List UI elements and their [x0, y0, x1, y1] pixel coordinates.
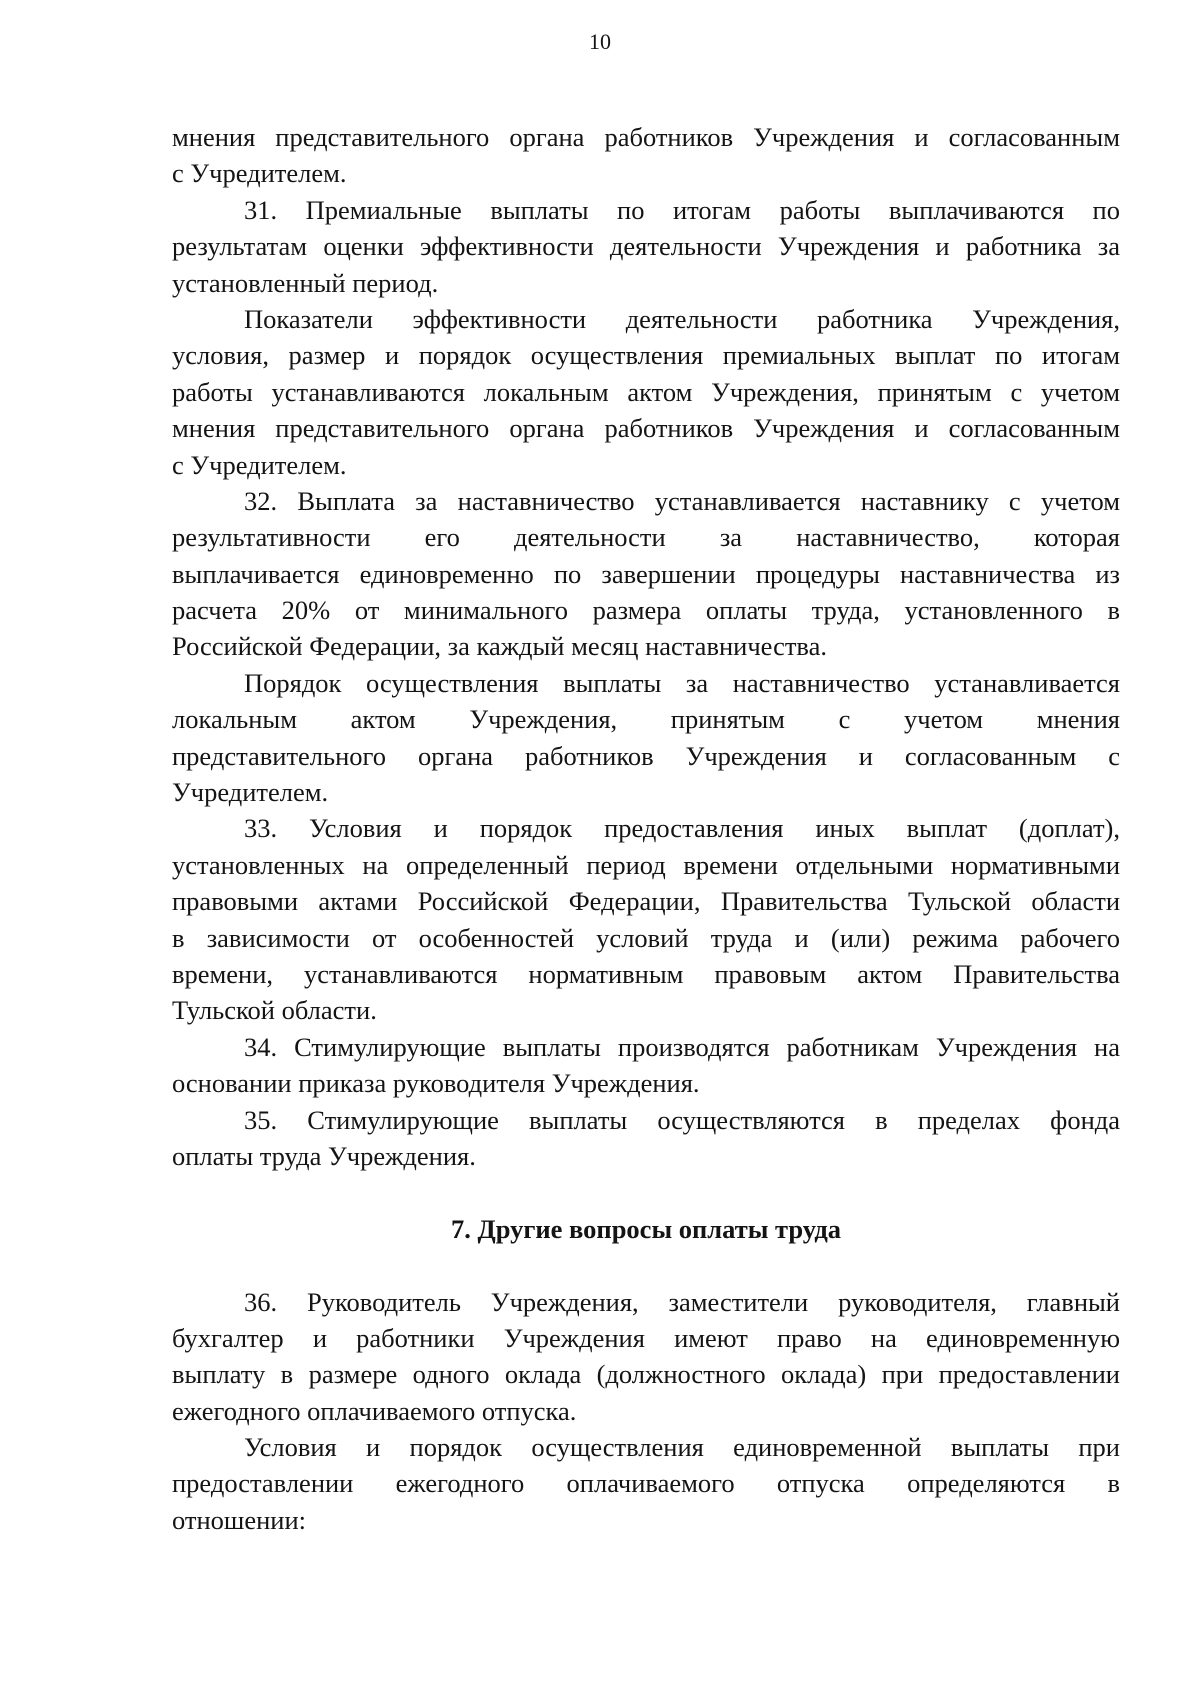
paragraph [172, 1029, 1120, 1102]
text-line: 32. Выплата за наставничество устанавливается наставнику с учетом [244, 485, 1120, 516]
text-line: результативности его деятельности за наставничество, которая [172, 522, 1120, 553]
text-line: Условия и порядок осуществления единовременной выплаты при [244, 1432, 1120, 1463]
text-line: локальным актом Учреждения, принятым с учетом мнения [172, 704, 1120, 735]
text-line: выплачивается единовременно по завершении процедуры наставничества из [172, 558, 1120, 589]
text-line: Тульской области. [172, 995, 377, 1026]
document-body [172, 119, 1120, 1538]
paragraph [172, 483, 1120, 665]
paragraph [172, 810, 1120, 1028]
text-line: в зависимости от особенностей условий труда и (или) режима рабочего [172, 922, 1120, 953]
text-line: 33. Условия и порядок предоставления иных выплат (доплат), [244, 813, 1120, 844]
text-line: мнения представительного органа работников Учреждения и согласованным [172, 122, 1120, 152]
text-line: отношении: [172, 1504, 306, 1535]
paragraph [172, 1429, 1120, 1538]
text-line: ежегодного оплачиваемого отпуска. [172, 1395, 577, 1426]
text-line: 35. Стимулирующие выплаты осуществляются в пределах фонда [244, 1104, 1120, 1135]
text-line: условия, размер и порядок осуществления премиальных выплат по итогам [172, 340, 1120, 371]
text-line: Порядок осуществления выплаты за наставничество устанавливается [244, 667, 1120, 698]
text-line: мнения представительного органа работников Учреждения и согласованным [172, 413, 1120, 444]
blank-line [172, 1174, 1120, 1210]
text-line: оплаты труда Учреждения. [172, 1140, 476, 1171]
text-line: 31. Премиальные выплаты по итогам работы выплачиваются по [244, 194, 1120, 225]
text-line: установленный период. [172, 267, 439, 298]
text-line: представительного органа работников Учреждения и согласованным с [172, 740, 1120, 771]
text-line: с Учредителем. [172, 158, 347, 189]
paragraph [172, 301, 1120, 483]
text-line: с Учредителем. [172, 449, 347, 480]
text-line: результатам оценки эффективности деятельности Учреждения и работника за [172, 231, 1120, 262]
text-line: бухгалтер и работники Учреждения имеют право на единовременную [172, 1322, 1120, 1353]
text-line: основании приказа руководителя Учреждения. [172, 1068, 700, 1099]
text-line: правовыми актами Российской Федерации, Правительства Тульской области [172, 886, 1120, 917]
blank-line [172, 1247, 1120, 1283]
text-line: 36. Руководитель Учреждения, заместители руководителя, главный [244, 1286, 1120, 1317]
section-heading: 7. Другие вопросы оплаты труда [450, 1213, 842, 1244]
text-line: расчета 20% от минимального размера оплаты труда, установленного в [172, 595, 1120, 626]
text-line: предоставлении ежегодного оплачиваемого отпуска определяются в [172, 1468, 1120, 1499]
paragraph [172, 665, 1120, 811]
paragraph [172, 119, 1120, 192]
text-line: Российской Федерации, за каждый месяц наставничества. [172, 631, 827, 662]
text-line: работы устанавливаются локальным актом Учреждения, принятым с учетом [172, 376, 1120, 407]
page-number: 10 [589, 29, 611, 54]
paragraph [172, 1102, 1120, 1175]
text-line: времени, устанавливаются нормативным правовым актом Правительства [172, 958, 1120, 989]
paragraph [172, 192, 1120, 301]
text-line: установленных на определенный период времени отдельными нормативными [172, 849, 1120, 880]
text-line: выплату в размере одного оклада (должностного оклада) при предоставлении [172, 1359, 1120, 1390]
text-line: Учредителем. [172, 777, 329, 808]
text-line: Показатели эффективности деятельности работника Учреждения, [244, 303, 1120, 334]
paragraph [172, 1284, 1120, 1430]
text-line: 34. Стимулирующие выплаты производятся работникам Учреждения на [244, 1031, 1120, 1062]
